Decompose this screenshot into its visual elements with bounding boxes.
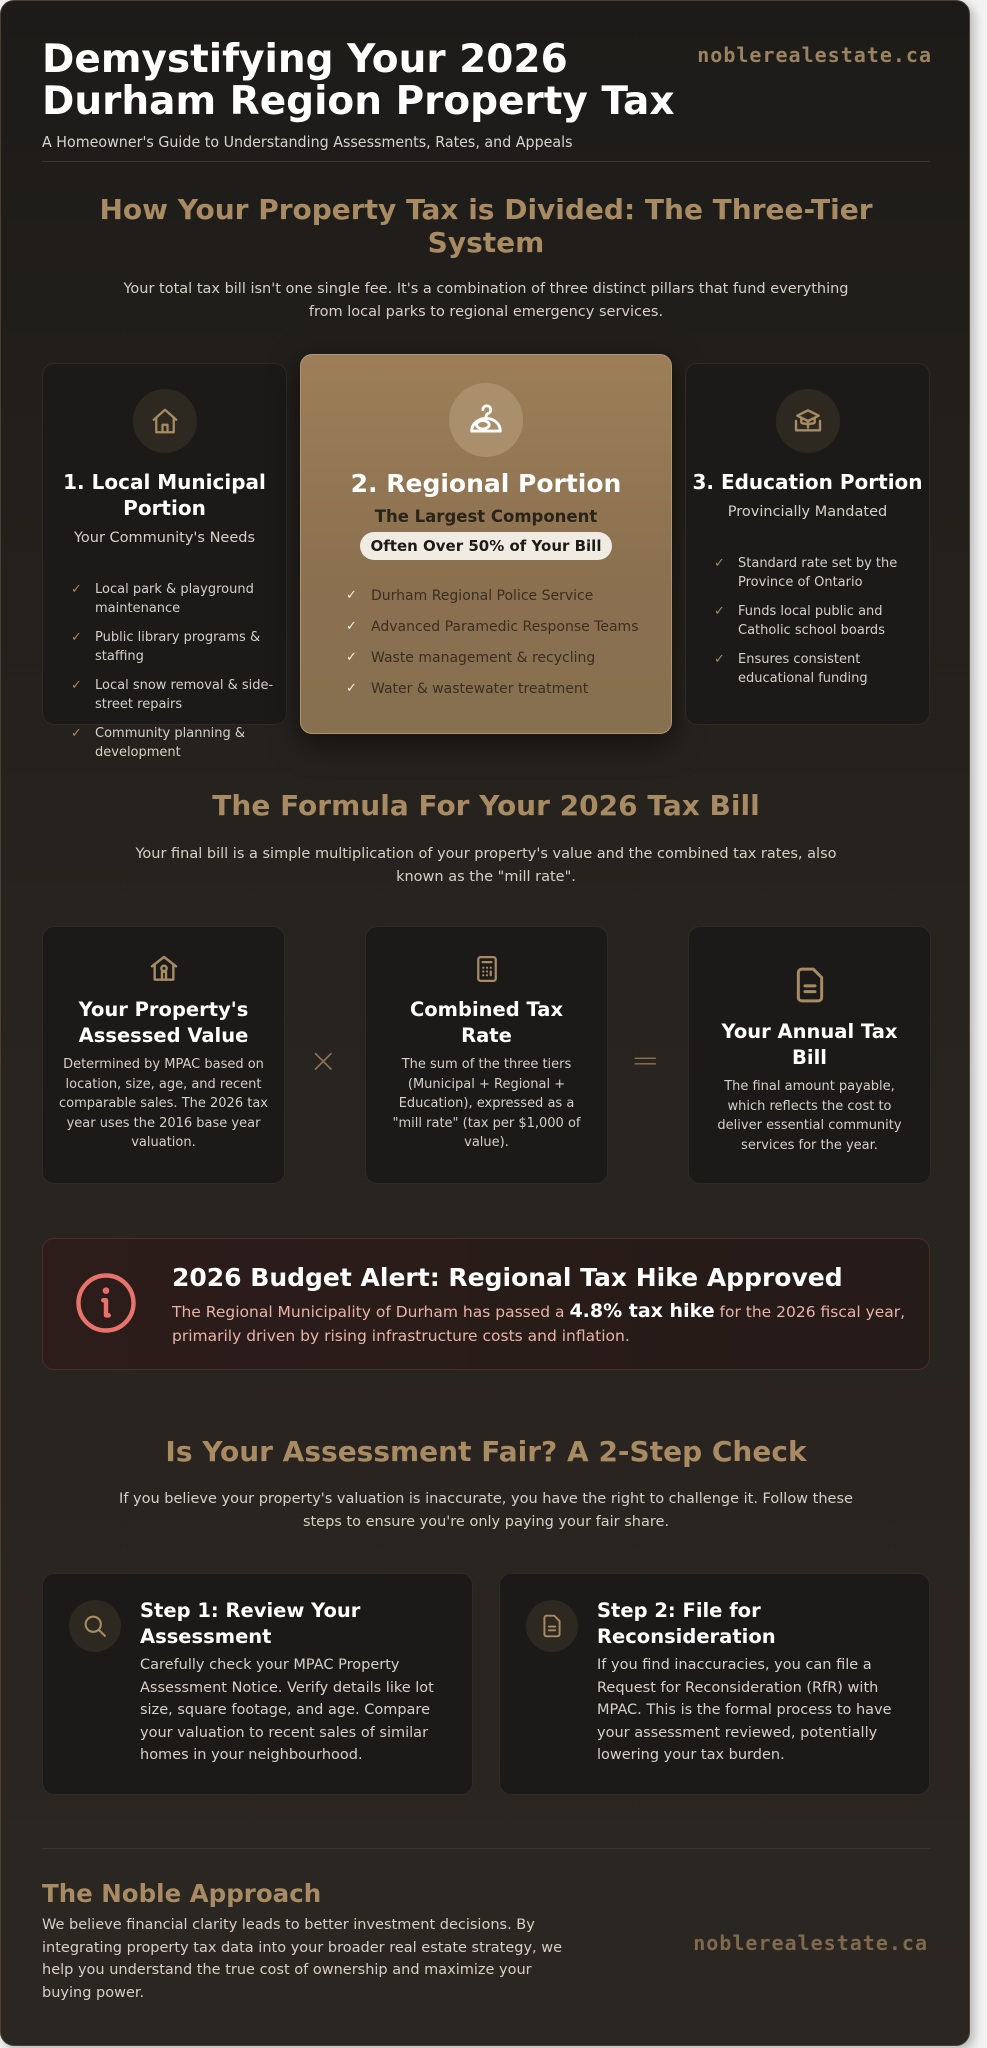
tier-title: 3. Education Portion [692,470,923,494]
house-icon [133,389,197,453]
list-item: ✓ Funds local public and Catholic school boards [714,604,885,638]
formula-card-assessed-value [42,926,285,1184]
list-item: ✓ Water & wastewater treatment [346,681,589,697]
formula-card-tax-rate [365,926,608,1184]
house-keyhole-icon [59,953,268,985]
check-icon: ✓ [714,604,725,619]
step-text: If you find inaccuracies, you can file a Request for Reconsideration (RfR) with MPAC. This is the formal process to have your assessment reviewed, potentially lowering your tax burden. [597,1657,892,1763]
list-item: ✓ Standard rate set by the Province of Ontario [714,556,898,590]
footer-title: The Noble Approach [42,1879,322,1908]
header-divider [42,161,930,162]
tier-card-regional [300,354,672,734]
assessment-section-title: Is Your Assessment Fair? A 2-Step Check [165,1435,807,1468]
document-icon [705,963,914,1007]
tier-item-list [301,586,671,699]
check-icon: ✓ [71,630,82,645]
formula-card-annual-bill [688,926,931,1184]
list-item: ✓ Public library programs & staffing [71,630,261,664]
check-icon: ✓ [714,556,725,571]
page-subtitle: A Homeowner's Guide to Understanding Assessments, Rates, and Appeals [42,133,573,151]
list-item: ✓ Community planning & development [71,726,246,760]
brand-link-bottom[interactable]: noblerealestate.ca [693,1931,928,1955]
formula-section-description: Your final bill is a simple multiplication of your property's value and the combined tax rates, also known as the "mill rate". [135,846,837,885]
formula-card-text: The final amount payable, which reflects the cost to deliver essential community services for the year. [717,1079,902,1153]
list-item: ✓ Durham Regional Police Service [346,588,594,604]
check-icon: ✓ [346,619,357,634]
info-icon [73,1270,139,1340]
share-badge: Often Over 50% of Your Bill [360,532,613,560]
list-item: ✓ Advanced Paramedic Response Teams [346,619,639,635]
check-icon: ✓ [346,588,357,603]
tier-title: 1. Local Municipal Portion [63,470,266,520]
step-card-reconsideration [499,1573,930,1795]
step-card-review [42,1573,473,1795]
tiers-section-title: How Your Property Tax is Divided: The Three-Tier System [99,193,873,259]
check-icon: ✓ [71,726,82,741]
search-icon [69,1600,121,1652]
list-item: ✓ Ensures consistent educational funding [714,652,868,686]
tier-title: 2. Regional Portion [350,469,622,498]
header [42,39,932,151]
formula-card-title: Combined Tax Rate [409,998,564,1047]
check-icon: ✓ [346,650,357,665]
alert-title: 2026 Budget Alert: Regional Tax Hike Approved [172,1263,843,1292]
formula-card-text: Determined by MPAC based on location, size, age, and recent comparable sales. The 2026 tax year uses the 2016 base year valuation. [59,1057,268,1150]
step-text: Carefully check your MPAC Property Assessment Notice. Verify details like lot size, square footage, and age. Compare your valuation to recent sales of similar homes in your neighbourhood. [140,1657,434,1763]
assessment-section-description: If you believe your property's valuation is inaccurate, you have the right to challenge it. Follow these steps to ensure you're only paying your fair share. [119,1491,853,1530]
step-title: Step 1: Review Your Assessment [140,1599,361,1648]
tier-item-list [686,554,929,688]
document-icon [526,1600,578,1652]
calculator-icon [382,953,591,985]
formula-section-title: The Formula For Your 2026 Tax Bill [212,789,760,822]
page-title: Demystifying Your 2026 Durham Region Property Tax [42,37,675,124]
check-icon: ✓ [714,652,725,667]
check-icon: ✓ [346,681,357,696]
hanger-icon [449,383,523,457]
step-title: Step 2: File for Reconsideration [597,1599,776,1648]
equals-operator-icon: = [631,1041,660,1081]
multiply-operator-icon: × [309,1041,338,1081]
tiers-section-description: Your total tax bill isn't one single fee. It's a combination of three distinct pillars that fund everything from local parks to regional emergency services. [123,281,849,320]
tier-card-municipal [42,363,287,760]
brand-link-top[interactable]: noblerealestate.ca [697,43,932,67]
formula-card-title: Your Annual Tax Bill [721,1020,898,1069]
list-item: ✓ Local park & playground maintenance [71,582,254,616]
footer-divider [42,1848,930,1849]
formula-card-text: The sum of the three tiers (Municipal + Regional + Education), expressed as a "mill rate" (tax per $1,000 of value). [392,1057,581,1150]
footer-text: We believe financial clarity leads to better investment decisions. By integrating property tax data into your broader real estate strategy, we help you understand the true cost of ownership and maximize your buying power. [42,1917,563,2001]
graduation-cap-icon [776,389,840,453]
alert-highlight: 4.8% tax hike [569,1300,715,1322]
tier-tagline: Your Community's Needs [73,530,256,546]
list-item: ✓ Waste management & recycling [346,650,596,666]
check-icon: ✓ [71,678,82,693]
tier-tagline: The Largest Component [374,507,598,526]
check-icon: ✓ [71,582,82,597]
tier-tagline: Provincially Mandated [727,504,888,520]
formula-card-title: Your Property's Assessed Value [78,998,249,1047]
tier-item-list [43,580,286,762]
tier-card-education [685,363,930,725]
budget-alert-banner [42,1238,930,1370]
list-item: ✓ Local snow removal & side-street repairs [71,678,274,712]
alert-text: The Regional Municipality of Durham has passed a 4.8% tax hike for the 2026 fiscal year, primarily driven by rising infrastructure costs and inflation. [172,1300,906,1345]
